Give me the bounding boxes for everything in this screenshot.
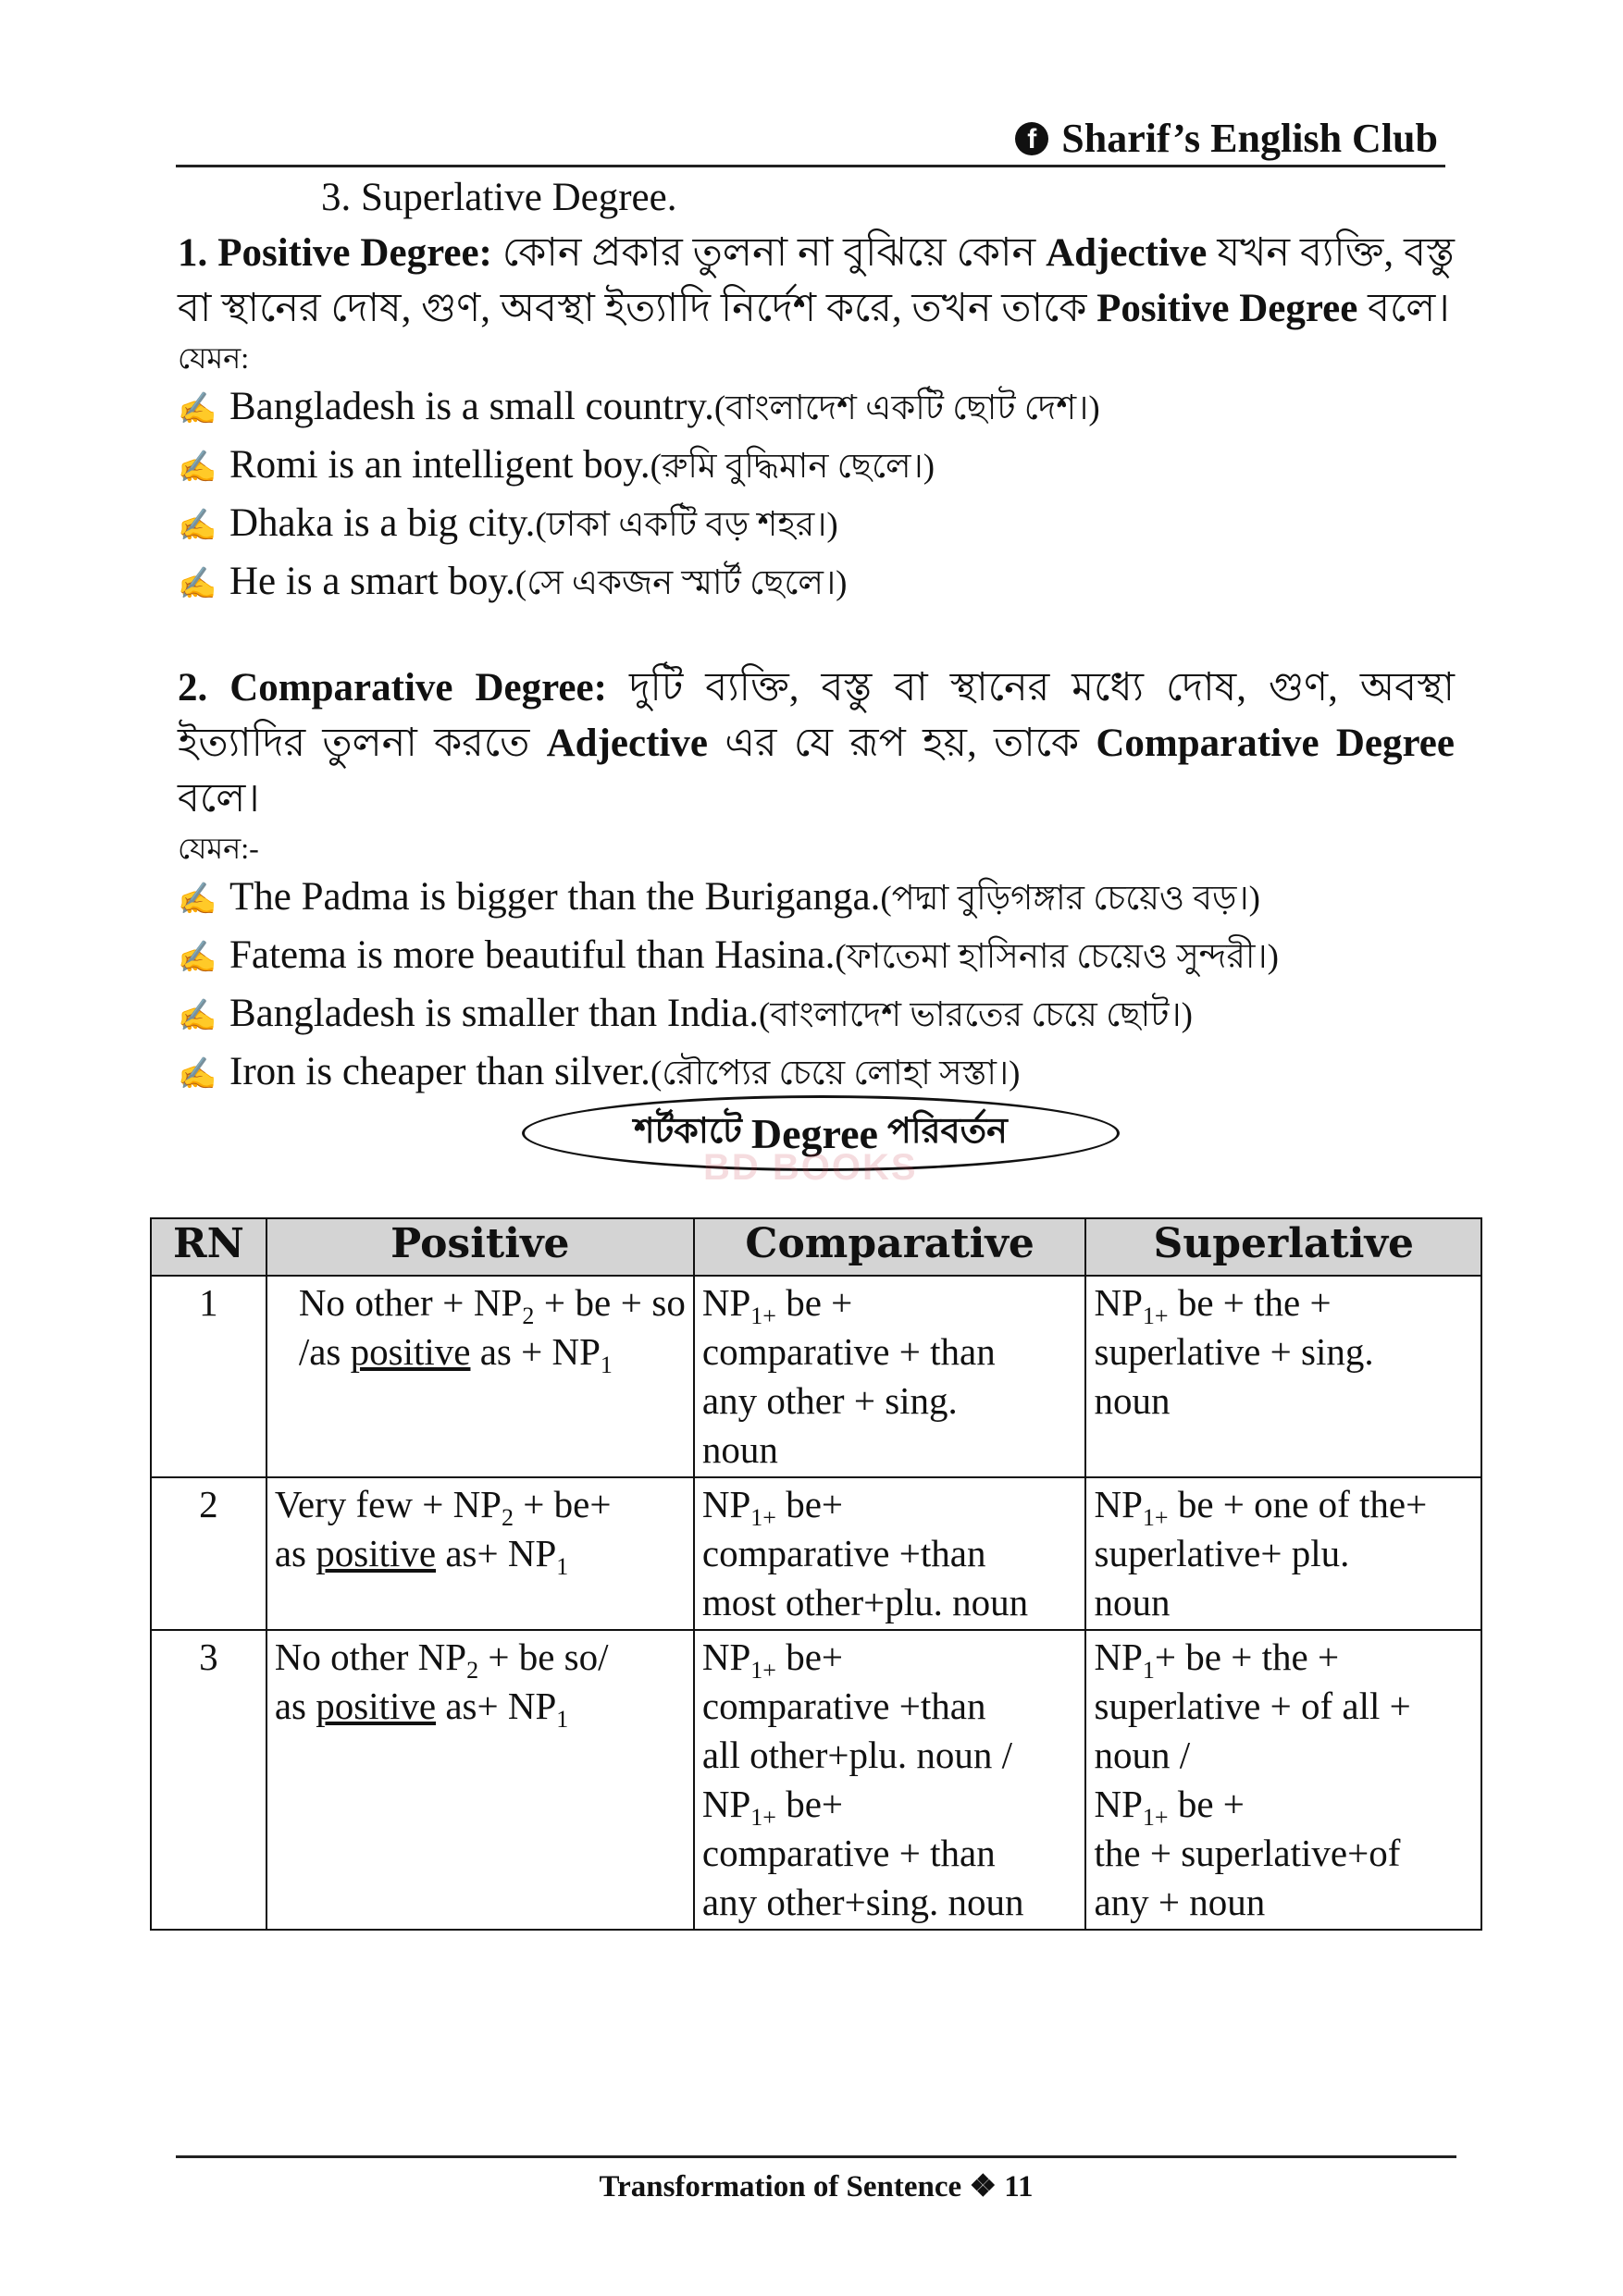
writing-hand-icon: ✍ <box>178 392 217 426</box>
banner-oval: শর্টকাটে Degree পরিবর্তন <box>522 1095 1120 1171</box>
comparative-cell: $NP_{1+}$ be+ comparative +than most other+plu. noun <box>694 1477 1086 1630</box>
rn-cell: 1 <box>151 1276 266 1477</box>
table-header-row <box>151 1218 1481 1276</box>
col-header-comparative: Comparative <box>694 1218 1086 1276</box>
superlative-cell: $NP_{1+}$ be + one of the+ superlative+ plu. noun <box>1085 1477 1481 1630</box>
writing-hand-icon: ✍ <box>178 509 217 543</box>
comparative-cell: $NP_{1+}$ be+ comparative +than all other+plu. noun / $NP_{1+}$ be+ comparative + than any other+sing. noun <box>694 1630 1086 1930</box>
comparative-cell: $NP_{1+}$ be + comparative + than any other + sing. noun <box>694 1276 1086 1477</box>
superlative-cell: $NP_1+$ be + the + superlative + of all + noun / $NP_{1+}$ be + the + superlative+of any + noun <box>1085 1630 1481 1930</box>
watermark-logo: BD BOOKS <box>703 1147 918 1188</box>
page-footer <box>176 2155 1456 2204</box>
degree-table <box>150 1217 1482 1931</box>
page-header <box>176 109 1445 167</box>
rn-cell: 3 <box>151 1630 266 1930</box>
comparative-heading: 2. Comparative Degree: <box>178 666 607 710</box>
comparative-example-label: যেমন:- <box>178 832 259 865</box>
writing-hand-icon: ✍ <box>178 567 217 601</box>
col-header-rn: RN <box>151 1218 266 1276</box>
superlative-cell: $NP_{1+}$ be + the + superlative + sing. noun <box>1085 1276 1481 1477</box>
rn-cell: 2 <box>151 1477 266 1630</box>
writing-hand-icon: ✍ <box>178 883 217 917</box>
positive-cell: Very few + $NP_2 + be+$ as positive $as+ NP_1$ <box>266 1477 694 1630</box>
comparative-definition: 2. Comparative Degree: দুটি ব্যক্তি, বস্তু বা স্থানের মধ্যে দোষ, গুণ, অবস্থা ইত্যাদির তুলনা করতে Adjective এর যে রূপ হয়, তাকে Comparative Degree বলে। <box>178 666 1455 821</box>
writing-hand-icon: ✍ <box>178 941 217 975</box>
footer-text: Transformation of Sentence ❖ 11 <box>599 2170 1034 2203</box>
example-item: ✍ Bangladesh is smaller than India. (বাংলাদেশ ভারতের চেয়ে ছোট।) <box>178 986 1455 1044</box>
example-item: ✍ The Padma is bigger than the Buriganga. (পদ্মা বুড়িগঙ্গার চেয়েও বড়।) <box>178 870 1455 928</box>
table-row <box>151 1630 1481 1930</box>
positive-heading: 1. Positive Degree: <box>178 231 492 275</box>
positive-definition: 1. Positive Degree: কোন প্রকার তুলনা না বুঝিয়ে কোন Adjective যখন ব্যক্তি, বস্তু বা স্থানের দোষ, গুণ, অবস্থা ইত্যাদি নির্দেশ করে, তখন তাকে Positive Degree বলে। <box>178 231 1455 330</box>
col-header-positive: Positive <box>266 1218 694 1276</box>
positive-example-label: যেমন: <box>178 341 250 375</box>
example-item: ✍ Dhaka is a big city. (ঢাকা একটি বড় শহর।) <box>178 496 1455 554</box>
facebook-icon: f <box>1015 122 1048 155</box>
example-item: ✍ Iron is cheaper than silver. (রৌপ্যের চেয়ে লোহা সস্তা।) <box>178 1044 1455 1103</box>
example-item: ✍ He is a smart boy. (সে একজন স্মার্ট ছেলে।) <box>178 554 1455 612</box>
page-content <box>178 170 1455 1103</box>
writing-hand-icon: ✍ <box>178 999 217 1033</box>
table-row <box>151 1477 1481 1630</box>
writing-hand-icon: ✍ <box>178 451 217 485</box>
club-title: Sharif’s English Club <box>1061 116 1438 161</box>
positive-cell: No other + $NP_2$ + be + so /as positive as + $NP_1$ <box>266 1276 694 1477</box>
positive-cell: No other $NP_2$ + be so/ as positive $as+ NP_1$ <box>266 1630 694 1930</box>
col-header-superlative: Superlative <box>1085 1218 1481 1276</box>
example-item: ✍ Fatema is more beautiful than Hasina. (ফাতেমা হাসিনার চেয়েও সুন্দরী।) <box>178 928 1455 986</box>
table-row <box>151 1276 1481 1477</box>
example-item: ✍ Bangladesh is a small country. (বাংলাদেশ একটি ছোট দেশ।) <box>178 379 1455 438</box>
intro-line: 3. Superlative Degree. <box>321 176 677 219</box>
example-item: ✍ Romi is an intelligent boy. (রুমি বুদ্ধিমান ছেলে।) <box>178 438 1455 496</box>
writing-hand-icon: ✍ <box>178 1057 217 1092</box>
club-name <box>1015 115 1438 162</box>
